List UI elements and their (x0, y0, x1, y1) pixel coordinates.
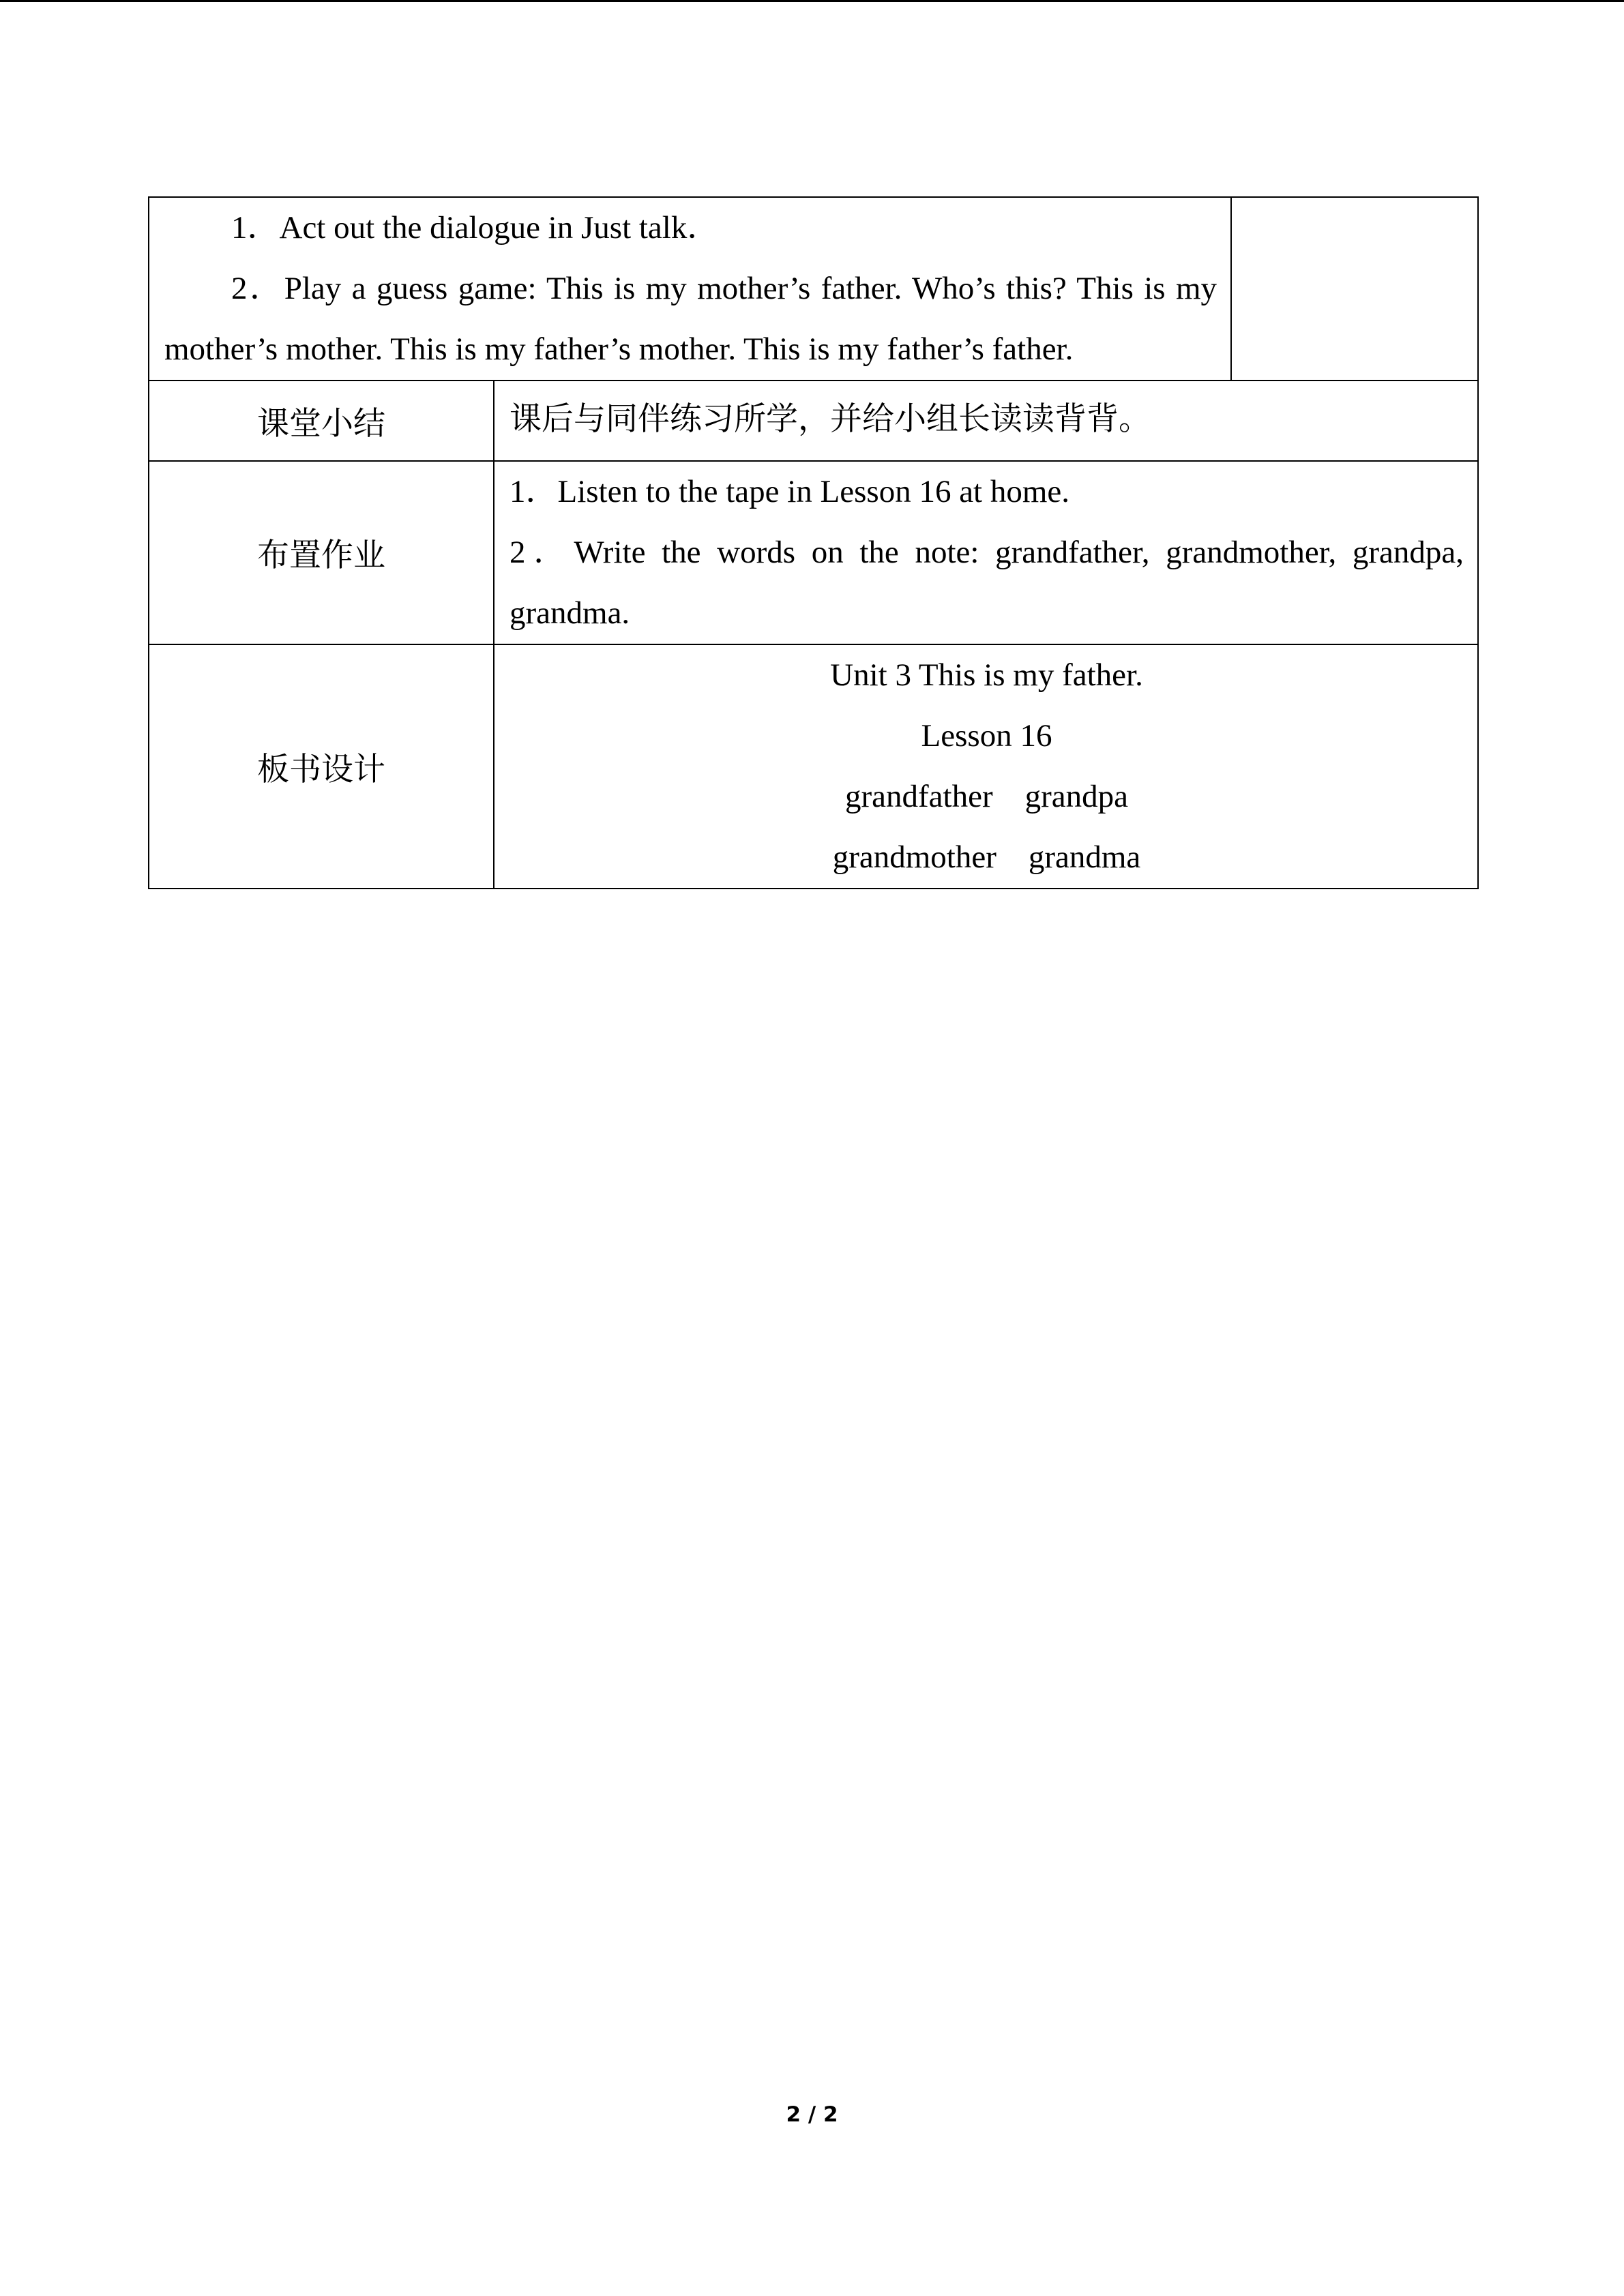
activity-row (149, 197, 1478, 381)
homework-item-1: 1．Listen to the tape in Lesson 16 at home. (510, 474, 1070, 509)
board-line-lesson: Lesson 16 (921, 718, 1052, 754)
board-line-title: Unit 3 This is my father. (830, 657, 1143, 693)
board-design-label: 板书设计 (149, 644, 494, 889)
board-line-words-2: grandmother grandma (832, 839, 1141, 875)
page-number: 2 / 2 (786, 2102, 838, 2127)
summary-label: 课堂小结 (149, 381, 494, 461)
top-border-line (0, 0, 1624, 2)
homework-row (149, 461, 1478, 644)
summary-content: 课后与同伴练习所学，并给小组长读读背背。 (510, 400, 1151, 438)
board-line-words-1: grandfather grandpa (845, 779, 1128, 814)
homework-content-cell (494, 461, 1478, 644)
board-design-content-cell (494, 644, 1478, 889)
board-design-row (149, 644, 1478, 889)
homework-item-2: 2．Write the words on the note: grandfather, grandmother, grandpa, grandma. (510, 535, 1464, 631)
homework-label: 布置作业 (149, 461, 494, 644)
activity-cell (149, 197, 1231, 381)
lesson-plan-table (148, 196, 1479, 889)
summary-row (149, 381, 1478, 461)
activity-empty-cell (1231, 197, 1478, 381)
activity-line-2: 2．Play a guess game: This is my mother’s father. Who’s this? This is my mother’s mother. This is my father’s mother. This is my father’s father. (164, 271, 1217, 367)
summary-content-cell (494, 381, 1478, 461)
activity-line-1: 1．Act out the dialogue in Just talk． (231, 210, 720, 245)
